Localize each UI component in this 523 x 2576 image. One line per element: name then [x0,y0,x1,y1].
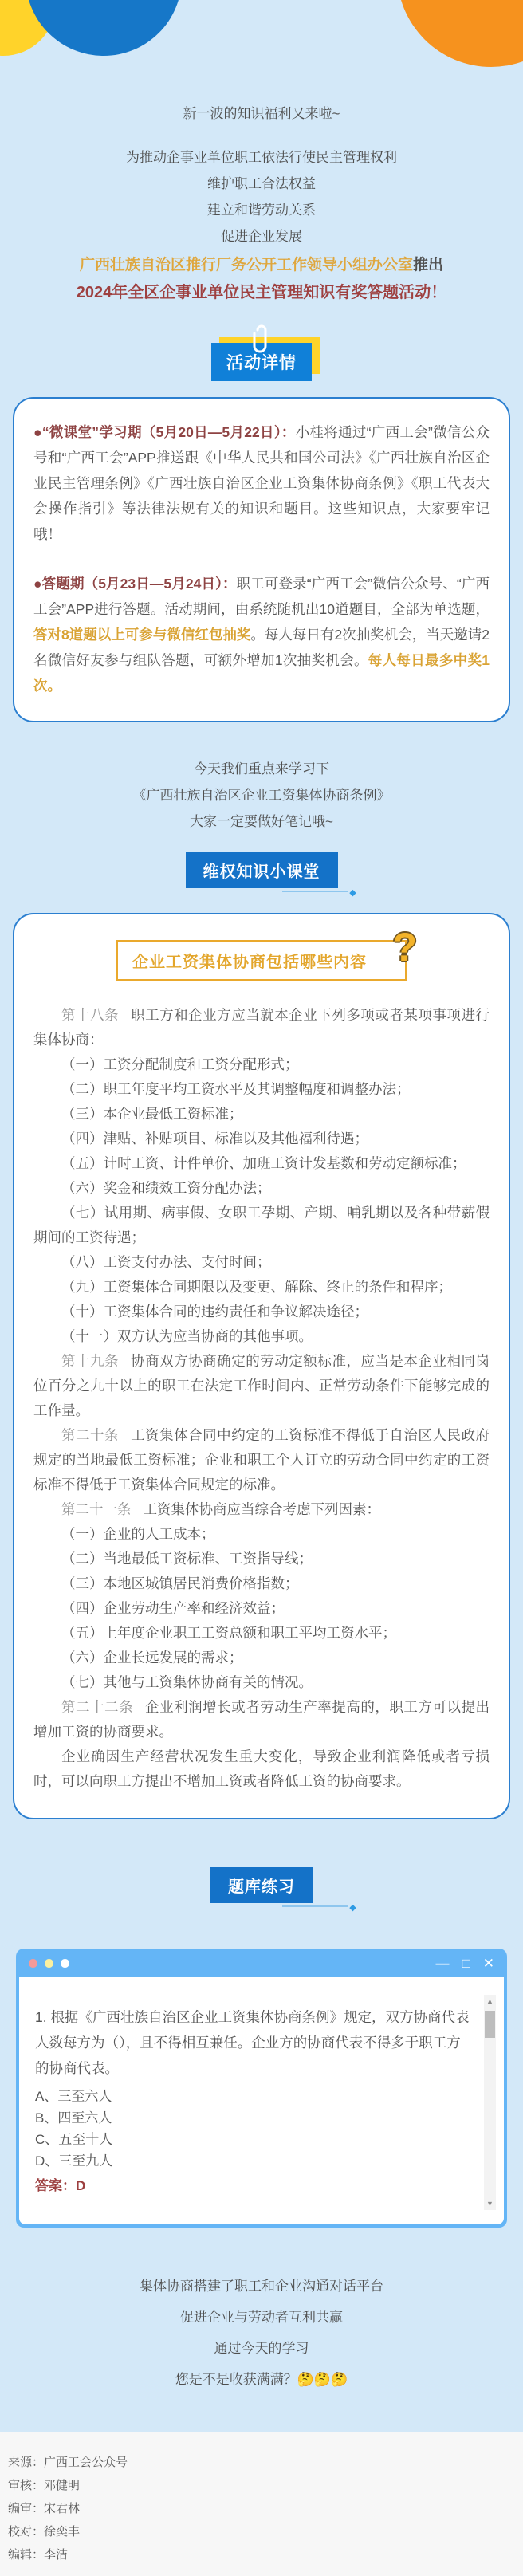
law-list-item: （一）企业的人工成本； [61,1526,215,1542]
study-period-label: ●“微课堂”学习期（5月20日—5月22日）： [33,424,296,440]
mid-line: 《广西壮族自治区企业工资集体协商条例》 [132,788,391,803]
practice-badge[interactable]: 题库练习 [210,1867,313,1903]
law-list-item: （七）其他与工资集体协商有关的情况。 [61,1674,313,1690]
credit-editor: 编辑：李洁 [8,2548,69,2562]
outro-line: 促进企业与劳动者互利共赢 [180,2310,343,2325]
traffic-dots [29,1959,69,1968]
close-icon[interactable]: ✕ [482,1955,494,1971]
law-paragraph: 第二十一条 工资集体协商应当综合考虑下列因素： [61,1501,380,1517]
activity-detail-area [0,343,523,381]
intro-line: 为推动企事业单位职工依法行使民主管理权利 [126,150,397,165]
mid-line: 大家一定要做好笔记哦~ [190,814,333,829]
law-list-item: （九）工资集体合同期限以及变更、解除、终止的条件和程序； [61,1279,452,1295]
diamond-icon: ◆ [349,1903,356,1913]
law-list-item: （二）当地最低工资标准、工资指导线； [61,1551,313,1567]
rights-class-badge[interactable]: 维权知识小课堂 [186,852,338,888]
law-list-item: （五）计时工资、计件单价、加班工资计发基数和劳动定额标准； [61,1155,466,1171]
maximize-icon[interactable]: □ [462,1955,470,1971]
quiz-question: 1. 根据《广西壮族自治区企业工资集体协商条例》规定，双方协商代表人数每方为（），且不得相互兼任。企业方的协商代表不得多于职工方的协商代表。 [35,2009,470,2076]
quiz-option-a: A、三至六人 [35,2089,112,2104]
mid-line: 今天我们重点来学习下 [194,761,329,777]
question-mark-icon: ? [392,925,418,969]
law-paragraph: 第十九条 协商双方协商确定的劳动定额标准，应当是本企业相同岗位百分之九十以上的职工在法定工作时间内、正常劳动条件下能够完成的工作量。 [33,1353,490,1418]
mid-section [0,756,523,835]
minimize-icon[interactable]: — [435,1955,450,1971]
quiz-answer-value: D [76,2178,86,2193]
outro-line: 集体协商搭建了职工和企业沟通对话平台 [140,2279,383,2294]
rules-paragraph-answer: ●答题期（5月23日—5月24日）：职工可登录“广西工会”微信公众号、“广西工会”APP进行答题。活动期间，由系统随机出10道题目，全部为单选题，答对8道题以上可参与微信红包抽奖。每人每日有2次抽奖机会，当天邀请2名微信好友参与组队答题，可额外增加1次抽奖机会。每人每日最多中奖1次。 [33,576,490,694]
outro-section [0,2271,523,2395]
law-list-item: （六）企业长远发展的需求； [61,1650,243,1666]
law-content-box [13,913,510,1819]
law-paragraph: 企业确因生产经营状况发生重大变化，导致企业利润降低或者亏损时，可以向职工方提出不增加工资或者降低工资的协商要求。 [33,1748,490,1789]
law-list-item: （三）本地区城镇居民消费价格指数； [61,1575,299,1591]
scroll-down-icon[interactable]: ▼ [486,2200,494,2208]
intro-line: 新一波的知识福利又来啦~ [183,106,340,121]
credit-reviewer: 审核：邓健明 [8,2479,81,2492]
credit-proofreader: 校对：徐奕丰 [8,2525,81,2539]
activity-headline: 2024年全区企事业单位民主管理知识有奖答题活动！ [76,284,447,301]
law-list-item: （四）津贴、补贴项目、标准以及其他福利待遇； [61,1131,368,1146]
law-list-item: （七）试用期、病事假、女职工孕期、产期、哺乳期以及各种带薪假期间的工资待遇； [33,1205,490,1245]
scroll-up-icon[interactable]: ▲ [486,1997,494,2005]
law-list-item: （二）职工年度平均工资水平及其调整幅度和调整办法； [61,1081,411,1097]
quiz-option-d: D、三至九人 [35,2153,113,2169]
dot-yellow-icon [45,1959,53,1968]
decor-line [282,891,348,892]
law-list-item: （十）工资集体合同的违约责任和争议解决途径； [61,1304,368,1319]
outro-line: 您是不是收获满满？🤔🤔🤔 [175,2372,348,2387]
rights-class-badge-area [0,852,523,898]
paperclip-icon [251,322,272,354]
outro-line: 通过今天的学习 [214,2341,309,2356]
dot-white-icon [61,1959,69,1968]
law-paragraph: 第二十二条 企业利润增长或者劳动生产率提高的，职工方可以提出增加工资的协商要求。 [33,1699,490,1740]
activity-rules-box [13,397,510,722]
credit-editor-chief: 编审：宋君林 [8,2502,81,2515]
prize-limit-highlight: 每人每日最多中奖1次。 [33,652,490,694]
diamond-icon: ◆ [349,888,356,898]
intro-line: 维护职工合法权益 [207,176,316,191]
rules-paragraph-study: ●“微课堂”学习期（5月20日—5月22日）：小桂将通过“广西工会”微信公众号和“广西工会”APP推送跟《中华人民共和国公司法》《广西壮族自治区企业民主管理条例》《广西壮族自治区企业工资集体协商条例》《职工代表大会操作指引》等法律法规有关的知识和题目。这些知识点，大家要牢记哦！ [33,424,490,542]
quiz-window-body [19,1977,504,2224]
quiz-answer: 答案：D [35,2178,86,2193]
quiz-window [16,1949,507,2228]
law-list-item: （八）工资支付办法、支付时间； [61,1254,271,1270]
practice-badge-area [0,1867,523,1913]
intro-line: 建立和谐劳动关系 [207,203,316,218]
quiz-option-c: C、五至十人 [35,2132,113,2147]
dot-red-icon [29,1959,37,1968]
law-list-item: （三）本企业最低工资标准； [61,1106,243,1122]
lottery-highlight: 答对8道题以上可参与微信红包抽奖 [33,627,251,643]
law-box-title-frame [116,925,418,981]
quiz-option-b: B、四至六人 [35,2110,112,2126]
law-list-item: （四）企业劳动生产率和经济效益； [61,1600,285,1616]
law-box-title: 企业工资集体协商包括哪些内容 [132,954,367,971]
answer-period-label: ●答题期（5月23日—5月24日）： [33,576,237,592]
scrollbar-thumb[interactable] [485,2011,495,2038]
credits-section [0,2432,523,2576]
organizer-suffix: 推出 [413,257,444,273]
credit-source: 来源：广西工会公众号 [8,2456,128,2469]
law-list-item: （六）奖金和绩效工资分配办法； [61,1180,271,1196]
scrollbar[interactable] [484,1995,496,2210]
law-paragraph: 第十八条 职工方和企业方应当就本企业下列多项或者某项事项进行集体协商： [33,1007,490,1048]
law-list-item: （一）工资分配制度和工资分配形式； [61,1056,299,1072]
law-paragraph: 第二十条 工资集体合同中约定的工资标准不得低于自治区人民政府规定的当地最低工资标准；企业和职工个人订立的劳动合同中约定的工资标准不得低于工资集体合同规定的标准。 [33,1427,490,1493]
activity-detail-button[interactable]: 活动详情 [211,343,312,381]
law-list-item: （五）上年度企业职工工资总额和职工平均工资水平； [61,1625,396,1641]
quiz-window-titlebar [19,1949,504,1977]
law-list-item: （十一）双方认为应当协商的其他事项。 [61,1328,313,1344]
decor-line [282,1905,348,1907]
organizer-line [0,252,523,278]
organizer-name: 广西壮族自治区推行厂务公开工作领导小组办公室 [79,257,413,273]
intro-line: 促进企业发展 [221,229,302,244]
